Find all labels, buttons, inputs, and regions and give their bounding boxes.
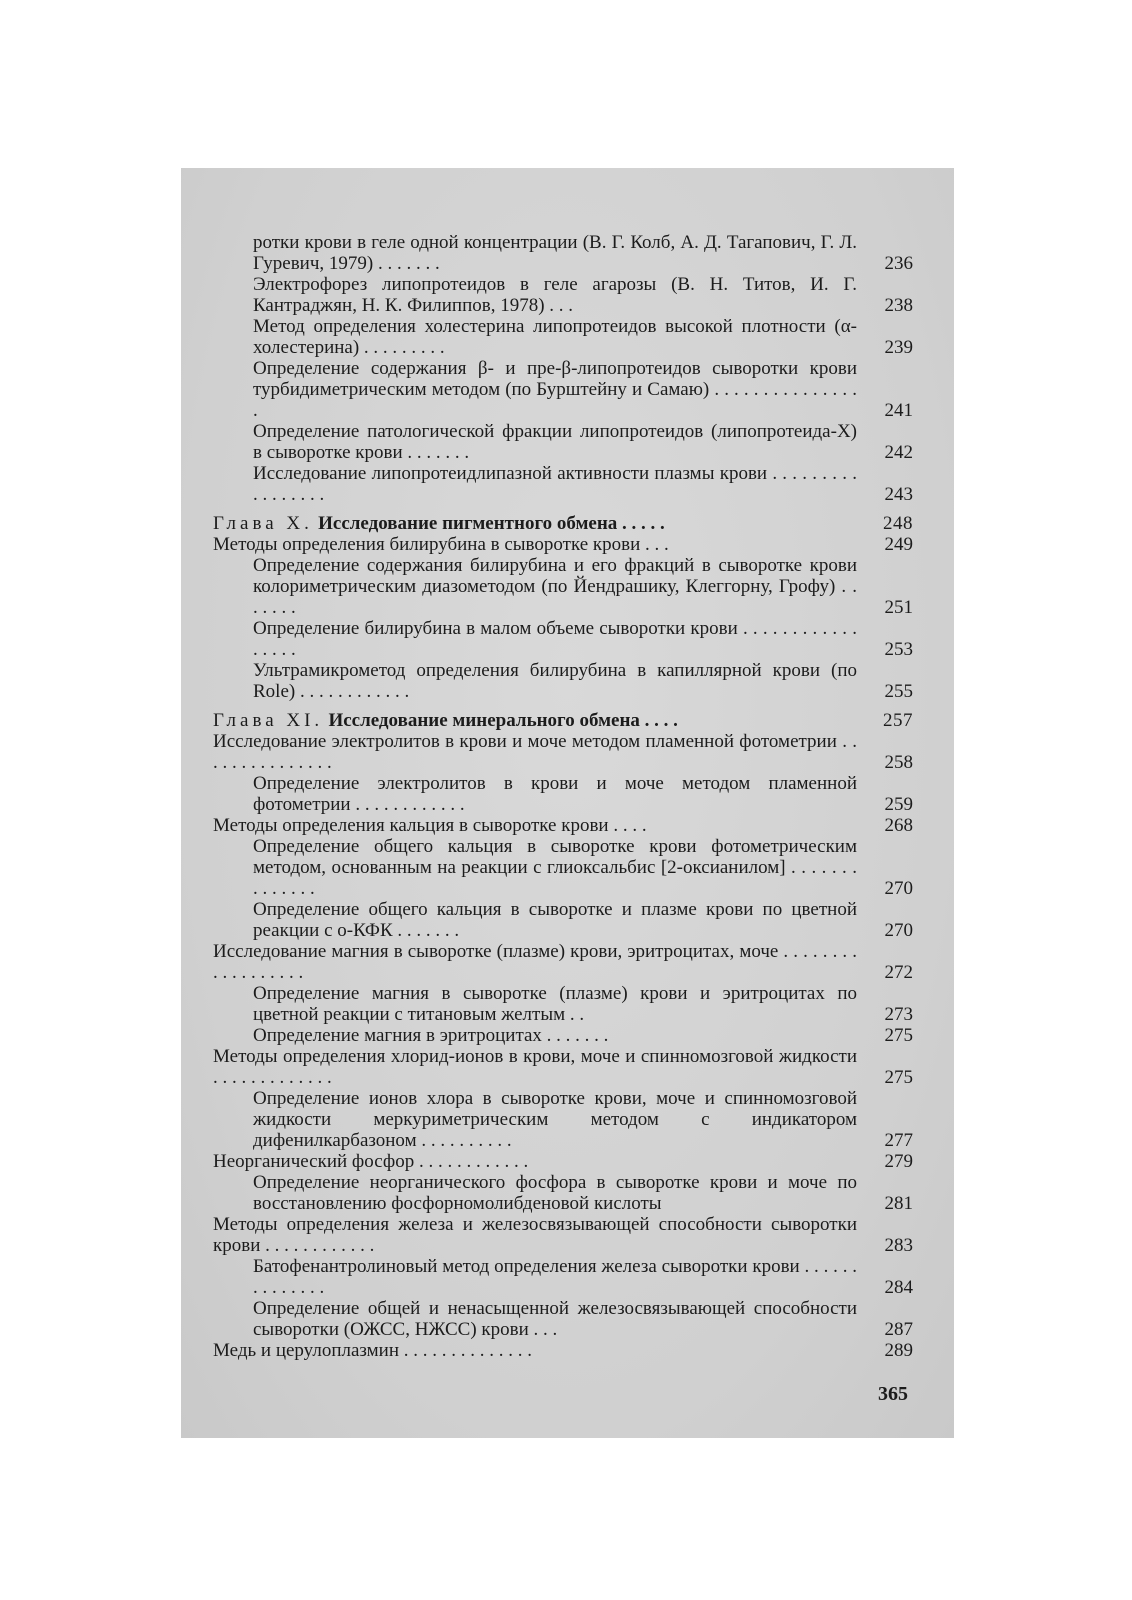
toc-entry bbox=[213, 731, 913, 773]
chapter-label: Глава X. bbox=[213, 513, 313, 534]
toc-entry bbox=[213, 815, 913, 836]
toc-entry-page: 279 bbox=[884, 1151, 913, 1172]
toc-entry-text: Определение магния в сыворотке (плазме) крови и эритроцитах по цветной реакции с титановым желтым . . bbox=[253, 983, 857, 1025]
toc-entry-text: Определение общей и ненасыщенной железосвязывающей способности сыворотки (ОЖСС, НЖСС) крови . . . bbox=[253, 1298, 857, 1340]
chapter-label: Глава XI. bbox=[213, 710, 324, 731]
toc-entry-page: 258 bbox=[884, 752, 913, 773]
toc-entry bbox=[213, 316, 913, 358]
toc-entry bbox=[213, 660, 913, 702]
toc-entry-page: 289 bbox=[884, 1340, 913, 1361]
toc-entry-page: 242 bbox=[884, 442, 913, 463]
toc-entry bbox=[213, 1214, 913, 1256]
toc-entry-text: Исследование липопротеидлипазной активности плазмы крови . . . . . . . . . . . . . . . . . bbox=[253, 463, 857, 505]
toc-entry-text bbox=[213, 710, 913, 731]
toc-entry-page: 272 bbox=[884, 962, 913, 983]
toc-entry bbox=[213, 358, 913, 421]
toc-entry-page: 268 bbox=[884, 815, 913, 836]
toc-entry-text: Неорганический фосфор . . . . . . . . . . . . bbox=[213, 1151, 529, 1172]
toc-entry-text: ротки крови в геле одной концентрации (В. Г. Колб, А. Д. Тагапович, Г. Л. Гуревич, 1979) . . . . . . . bbox=[253, 232, 857, 274]
toc-entry-text bbox=[213, 513, 913, 534]
toc-entry-text: Определение магния в эритроцитах . . . . . . . bbox=[253, 1025, 609, 1046]
toc-entry-page: 253 bbox=[884, 639, 913, 660]
toc-entry bbox=[213, 836, 913, 899]
toc-entry-page: 273 bbox=[884, 1004, 913, 1025]
toc-entry-page: 275 bbox=[884, 1067, 913, 1088]
toc-entry-text: Электрофорез липопротеидов в геле агарозы (В. Н. Титов, И. Г. Кантраджян, Н. К. Филиппов, 1978) . . . bbox=[253, 274, 857, 316]
toc-entry-text: Определение общего кальция в сыворотке и плазме крови по цветной реакции с о-КФК . . . . . . . bbox=[253, 899, 857, 941]
toc-entry-text: Батофенантролиновый метод определения железа сыворотки крови . . . . . . . . . . . . . . bbox=[253, 1256, 857, 1298]
toc-entry-page: 275 bbox=[884, 1025, 913, 1046]
toc-entry-page: 284 bbox=[884, 1277, 913, 1298]
toc-entry bbox=[213, 1088, 913, 1151]
toc-entry-page: 270 bbox=[884, 920, 913, 941]
toc-entry-page: 239 bbox=[884, 337, 913, 358]
toc-entry bbox=[213, 534, 913, 555]
toc-entry-text: Исследование магния в сыворотке (плазме) крови, эритроцитах, моче . . . . . . . . . . . . . . . . . . bbox=[213, 941, 857, 983]
toc-entry bbox=[213, 773, 913, 815]
toc-entry bbox=[213, 232, 913, 274]
toc-entry-text: Методы определения хлорид-ионов в крови, моче и спинномозговой жидкости . . . . . . . . . . . . . bbox=[213, 1046, 857, 1088]
toc-entry-text: Методы определения железа и железосвязывающей способности сыворотки крови . . . . . . . . . . . . bbox=[213, 1214, 857, 1256]
page-number: 365 bbox=[878, 1383, 908, 1405]
toc-entry-page: 251 bbox=[884, 597, 913, 618]
toc-entry-text: Исследование электролитов в крови и моче методом пламенной фотометрии . . . . . . . . . . . . . . . bbox=[213, 731, 857, 773]
toc-entry bbox=[213, 1172, 913, 1214]
toc-entry bbox=[213, 1298, 913, 1340]
toc-entry bbox=[213, 1151, 913, 1172]
toc-entry-text: Определение общего кальция в сыворотке крови фотометрическим методом, основанным на реакции с глиоксальбис [2-оксианилом] . . . . . . . . . . . . . . bbox=[253, 836, 857, 899]
toc-entry-page: 238 bbox=[884, 295, 913, 316]
toc-entry bbox=[213, 463, 913, 505]
toc-entry bbox=[213, 941, 913, 983]
toc-entry bbox=[213, 1046, 913, 1088]
toc-entry bbox=[213, 1256, 913, 1298]
toc-entry-page: 257 bbox=[883, 710, 913, 731]
toc-entry-text: Метод определения холестерина липопротеидов высокой плотности (α-холестерина) . . . . . . . . . bbox=[253, 316, 857, 358]
toc-entry-text: Ультрамикрометод определения билирубина в капиллярной крови (по Rоle) . . . . . . . . . . . . bbox=[253, 660, 857, 702]
toc-entry-page: 270 bbox=[884, 878, 913, 899]
toc-entry-page: 241 bbox=[884, 400, 913, 421]
toc-entry-text: Определение неорганического фосфора в сыворотке крови и моче по восстановлению фосфорномолибденовой кислоты bbox=[253, 1172, 857, 1214]
chapter-title: Исследование минерального обмена . . . . bbox=[328, 710, 678, 731]
toc-entry-page: 255 bbox=[884, 681, 913, 702]
toc-entry bbox=[213, 618, 913, 660]
toc-entry bbox=[213, 555, 913, 618]
toc-entry-text: Определение электролитов в крови и моче методом пламенной фотометрии . . . . . . . . . . . . bbox=[253, 773, 857, 815]
toc-chapter-entry bbox=[213, 513, 913, 534]
toc-entry bbox=[213, 421, 913, 463]
toc-chapter-entry bbox=[213, 710, 913, 731]
toc-entry bbox=[213, 1025, 913, 1046]
toc-entry-text: Методы определения кальция в сыворотке крови . . . . bbox=[213, 815, 647, 836]
toc-entry-page: 277 bbox=[884, 1130, 913, 1151]
toc-entry bbox=[213, 1340, 913, 1361]
toc-entry-text: Определение патологической фракции липопротеидов (липопротеида-Х) в сыворотке крови . . . . . . . bbox=[253, 421, 857, 463]
toc-entry-page: 281 bbox=[884, 1193, 913, 1214]
toc-entry bbox=[213, 899, 913, 941]
toc-entry-text: Методы определения билирубина в сыворотке крови . . . bbox=[213, 534, 669, 555]
table-of-contents bbox=[213, 232, 913, 1361]
chapter-title: Исследование пигментного обмена . . . . . bbox=[318, 513, 665, 534]
toc-entry-page: 259 bbox=[884, 794, 913, 815]
toc-entry-page: 249 bbox=[884, 534, 913, 555]
toc-entry-text: Определение ионов хлора в сыворотке крови, моче и спинномозговой жидкости меркуриметрическим методом с индикатором дифенилкарбазоном . . . . . . . . . . bbox=[253, 1088, 857, 1151]
toc-entry-page: 287 bbox=[884, 1319, 913, 1340]
toc-entry-page: 243 bbox=[884, 484, 913, 505]
toc-entry-text: Определение билирубина в малом объеме сыворотки крови . . . . . . . . . . . . . . . . . bbox=[253, 618, 857, 660]
toc-entry bbox=[213, 274, 913, 316]
toc-entry bbox=[213, 983, 913, 1025]
toc-entry-page: 248 bbox=[883, 513, 913, 534]
toc-entry-text: Определение содержания билирубина и его фракций в сыворотке крови колориметрическим диазометодом (по Йендрашику, Клеггорну, Грофу) . . . . . . . bbox=[253, 555, 857, 618]
toc-entry-text: Определение содержания β- и пре-β-липопротеидов сыворотки крови турбидиметрическим методом (по Бурштейну и Самаю) . . . . . . . . . . . . . . . . bbox=[253, 358, 857, 421]
toc-entry-page: 283 bbox=[884, 1235, 913, 1256]
toc-entry-page: 236 bbox=[884, 253, 913, 274]
toc-entry-text: Медь и церулоплазмин . . . . . . . . . . . . . . bbox=[213, 1340, 533, 1361]
